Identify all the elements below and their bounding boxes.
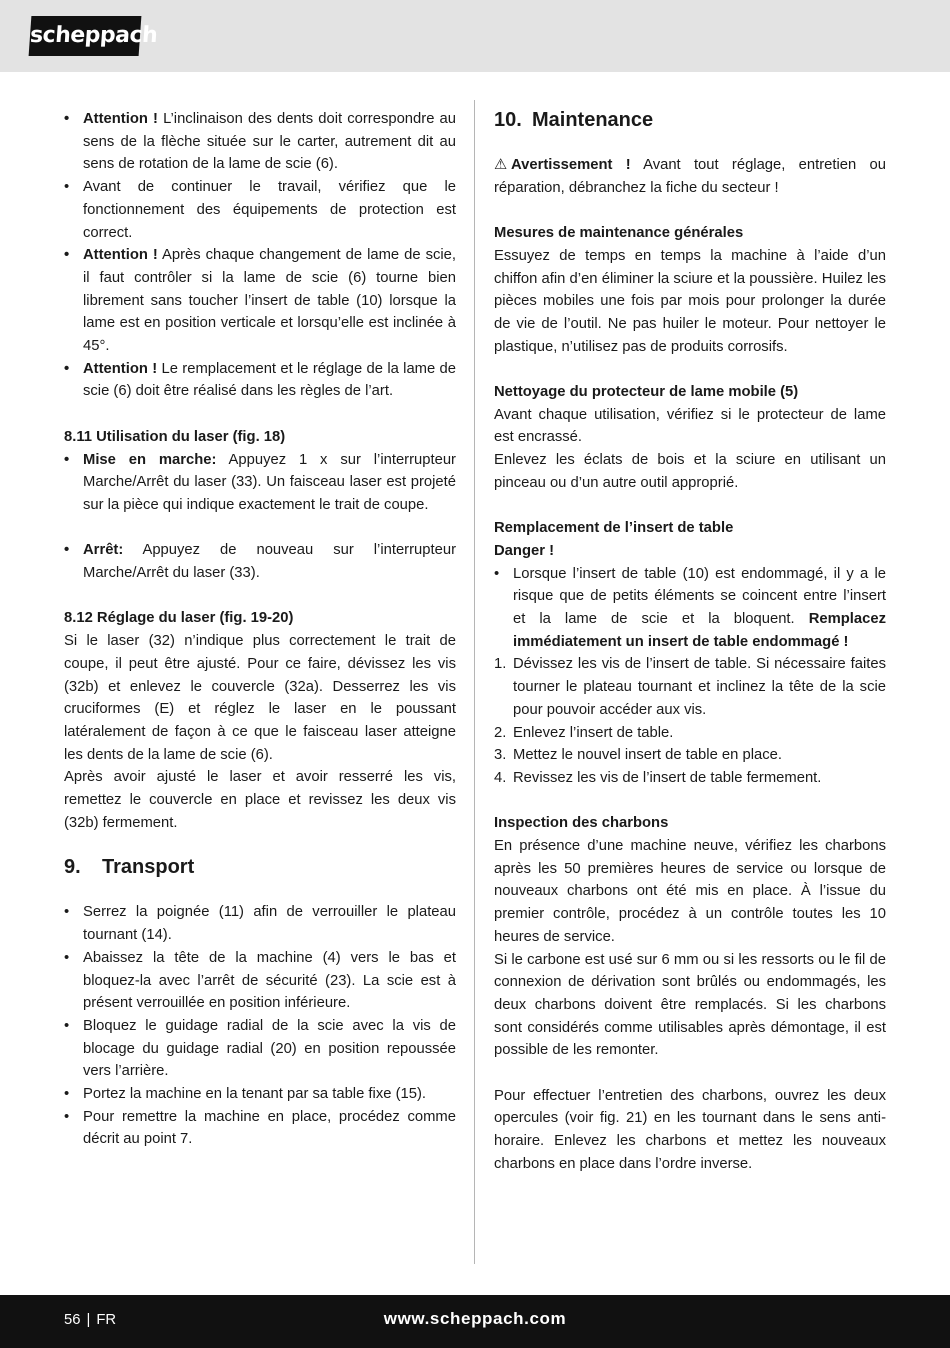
insert-steps-list	[494, 653, 886, 789]
step-number: 1.	[494, 656, 507, 673]
list-item	[64, 244, 456, 358]
bullet-marker: •	[64, 1086, 70, 1103]
bullet-marker: •	[64, 247, 70, 264]
danger-label: Danger !	[494, 542, 555, 559]
page-number-value: 56	[64, 1312, 81, 1328]
list-item	[494, 767, 886, 790]
list-item-text: Serrez la poignée (11) afin de verrouiller le plateau tournant (14).	[83, 904, 456, 944]
warning-triangle-icon: ⚠	[494, 157, 508, 173]
list-item-text: Pour remettre la machine en place, procédez comme décrit au point 7.	[83, 1108, 456, 1148]
list-item-text: Appuyez 1 x sur l’interrupteur Marche/Arrêt du laser (33). Un faisceau laser est projeté sur la pièce qui indique exactement le trait de coupe.	[83, 451, 456, 513]
paragraph: Si le carbone est usé sur 6 mm ou si les ressorts ou le fil de connexion de dérivation sont brûlés ou endommagés, les deux charbons doivent être remplacés. Si les charbons sont considérés comme utilisables après démontage, il est possible de les remonter.	[494, 951, 886, 1059]
transport-list	[64, 901, 456, 1151]
list-item-text: Après chaque changement de lame de scie, il faut contrôler si la lame de scie (6) tourne bien librement sans toucher l’insert de table (10) lorsque la lame est en position verticale et lorsqu’elle est inclinée à 45°.	[83, 247, 456, 355]
list-item-text: Mettez le nouvel insert de table en place.	[513, 747, 782, 764]
section-heading-10	[494, 108, 886, 132]
bullet-marker: •	[64, 1017, 70, 1034]
list-item-text: Le remplacement et le réglage de la lame de scie (6) doit être réalisé dans les règles de l’art.	[83, 360, 457, 400]
list-item	[64, 358, 456, 403]
list-item	[494, 653, 886, 721]
section-number: 9.	[64, 856, 81, 879]
bullet-marker: •	[64, 111, 70, 127]
step-number: 4.	[494, 769, 507, 786]
section-number: 10.	[494, 109, 522, 131]
list-item-text: Abaissez la tête de la machine (4) vers le bas et bloquez-la avec l’arrêt de sécurité (23). La scie est à présent verrouillée en position inférieure.	[83, 949, 456, 1012]
switch-off-label: Arrêt:	[83, 542, 124, 559]
laser-off-list	[64, 539, 456, 584]
attention-label: Attention !	[83, 247, 158, 264]
list-item-text: Enlevez l’insert de table.	[513, 724, 674, 741]
list-item-text: Dévissez les vis de l’insert de table. Si nécessaire faites tourner le plateau tournant et inclinez la tête de la scie pour pouvoir accéder aux vis.	[513, 656, 886, 718]
insert-bullet-list	[494, 563, 886, 654]
language-code: FR	[96, 1312, 117, 1328]
bullet-marker: •	[64, 542, 70, 559]
attention-label: Attention !	[83, 111, 158, 127]
bullet-marker: •	[64, 179, 70, 196]
subheading: Mesures de maintenance générales	[494, 225, 744, 242]
bullet-marker: •	[64, 949, 70, 966]
list-item	[64, 176, 456, 244]
step-number: 3.	[494, 747, 507, 764]
list-item	[64, 449, 456, 517]
paragraph: En présence d’une machine neuve, vérifiez les charbons après les 50 premières heures de service ou lorsque de nouveaux charbons ont été mis en place. À l’issue du premier contrôle, procédez à un contrôle toutes les 10 heures de service.	[494, 838, 886, 945]
attention-label: Attention !	[83, 360, 158, 377]
section-heading-8-11: 8.11 Utilisation du laser (fig. 18)	[64, 428, 286, 445]
paragraph: Si le laser (32) n’indique plus correctement le trait de coupe, il peut être ajusté. Pour ce faire, dévissez les vis (32b) et enlevez le couvercle (32a). Desserrez les vis cruciformes (E) et réglez le laser en le poussant latéralement de façon à ce que le faisceau laser atteigne les dents de la lame de scie (6).	[64, 633, 456, 763]
list-item-text: Revissez les vis de l’insert de table fermement.	[513, 769, 822, 786]
scheppach-logo: scheppach	[29, 16, 142, 56]
list-item	[64, 108, 456, 176]
list-item-text: L’inclinaison des dents doit correspondre au sens de la flèche située sur le carter, autrement dit au sens de rotation de la lame de scie (6).	[83, 111, 456, 173]
list-item	[64, 1106, 456, 1151]
laser-usage-list	[64, 449, 456, 517]
website-url: www.scheppach.com	[383, 1309, 567, 1328]
list-item-text: Appuyez de nouveau sur l’interrupteur Marche/Arrêt du laser (33).	[83, 542, 456, 582]
page-header	[0, 0, 950, 72]
list-item-text: Lorsque l’insert de table (10) est endommagé, il y a le risque que de petits éléments se coincent entre l’insert et la lame de scie et la bloquent.	[513, 565, 886, 628]
list-item-text: Bloquez le guidage radial de la scie avec la vis de blocage du guidage radial (20) en position repoussée vers l’arrière.	[83, 1017, 456, 1080]
footer-separator: |	[86, 1312, 91, 1328]
paragraph: Après avoir ajusté le laser et avoir resserré les vis, remettez le couvercle en place et revissez les deux vis (32b) fermement.	[64, 769, 456, 831]
paragraph: Essuyez de temps en temps la machine à l’aide d’un chiffon afin d’en éliminer la sciure et la poussière. Huilez les pièces mobiles une fois par mois pour prolonger la durée de vie de l’outil. Ne pas huiler le moteur. Pour nettoyer le plastique, n’utilisez pas de produits corrosifs.	[494, 247, 886, 355]
list-item	[64, 947, 456, 1015]
list-item-bold-text: Remplacez immédiatement un insert de table endommagé !	[513, 611, 886, 650]
subheading: Inspection des charbons	[494, 815, 669, 832]
list-item	[64, 539, 456, 584]
bullet-marker: •	[64, 360, 70, 377]
section-title: Maintenance	[532, 109, 654, 131]
step-number: 2.	[494, 724, 507, 741]
list-item	[494, 744, 886, 767]
paragraph: Pour effectuer l’entretien des charbons, ouvrez les deux opercules (voir fig. 21) en les tournant dans le sens anti-horaire. Enlevez les charbons et mettez les nouveaux charbons en place dans l’ordre inverse.	[494, 1087, 886, 1172]
list-item-text: Portez la machine en la tenant par sa table fixe (15).	[83, 1086, 426, 1103]
page-footer	[0, 1295, 950, 1348]
subheading: Remplacement de l’insert de table	[494, 520, 734, 537]
list-item	[64, 1015, 456, 1083]
switch-on-label: Mise en marche:	[83, 451, 217, 468]
list-item	[64, 901, 456, 946]
right-column	[494, 108, 886, 1176]
subheading: Nettoyage du protecteur de lame mobile (5)	[494, 384, 799, 400]
list-item	[494, 722, 886, 745]
paragraph: Enlevez les éclats de bois et la sciure en utilisant un pinceau ou d’un autre outil approprié.	[494, 452, 886, 491]
bullet-marker: •	[494, 565, 500, 582]
left-column	[64, 108, 456, 1151]
list-item-text: Avant de continuer le travail, vérifiez que le fonctionnement des équipements de protection est correct.	[83, 179, 456, 241]
warning-label: Avertissement !	[511, 157, 631, 173]
list-item	[64, 1083, 456, 1106]
warning-paragraph	[494, 154, 886, 199]
section-heading-8-12: 8.12 Réglage du laser (fig. 19-20)	[64, 610, 294, 627]
bullet-marker: •	[64, 904, 70, 921]
list-item	[494, 563, 886, 654]
section-title: Transport	[102, 856, 195, 879]
bullet-marker: •	[64, 451, 70, 468]
column-divider	[474, 100, 475, 1264]
safety-bullet-list	[64, 108, 456, 403]
bullet-marker: •	[64, 1108, 70, 1125]
paragraph: Avant chaque utilisation, vérifiez si le protecteur de lame est encrassé.	[494, 406, 886, 446]
warning-text: Avant tout réglage, entretien ou réparation, débranchez la fiche du secteur !	[494, 157, 886, 196]
section-heading-9	[64, 855, 456, 879]
